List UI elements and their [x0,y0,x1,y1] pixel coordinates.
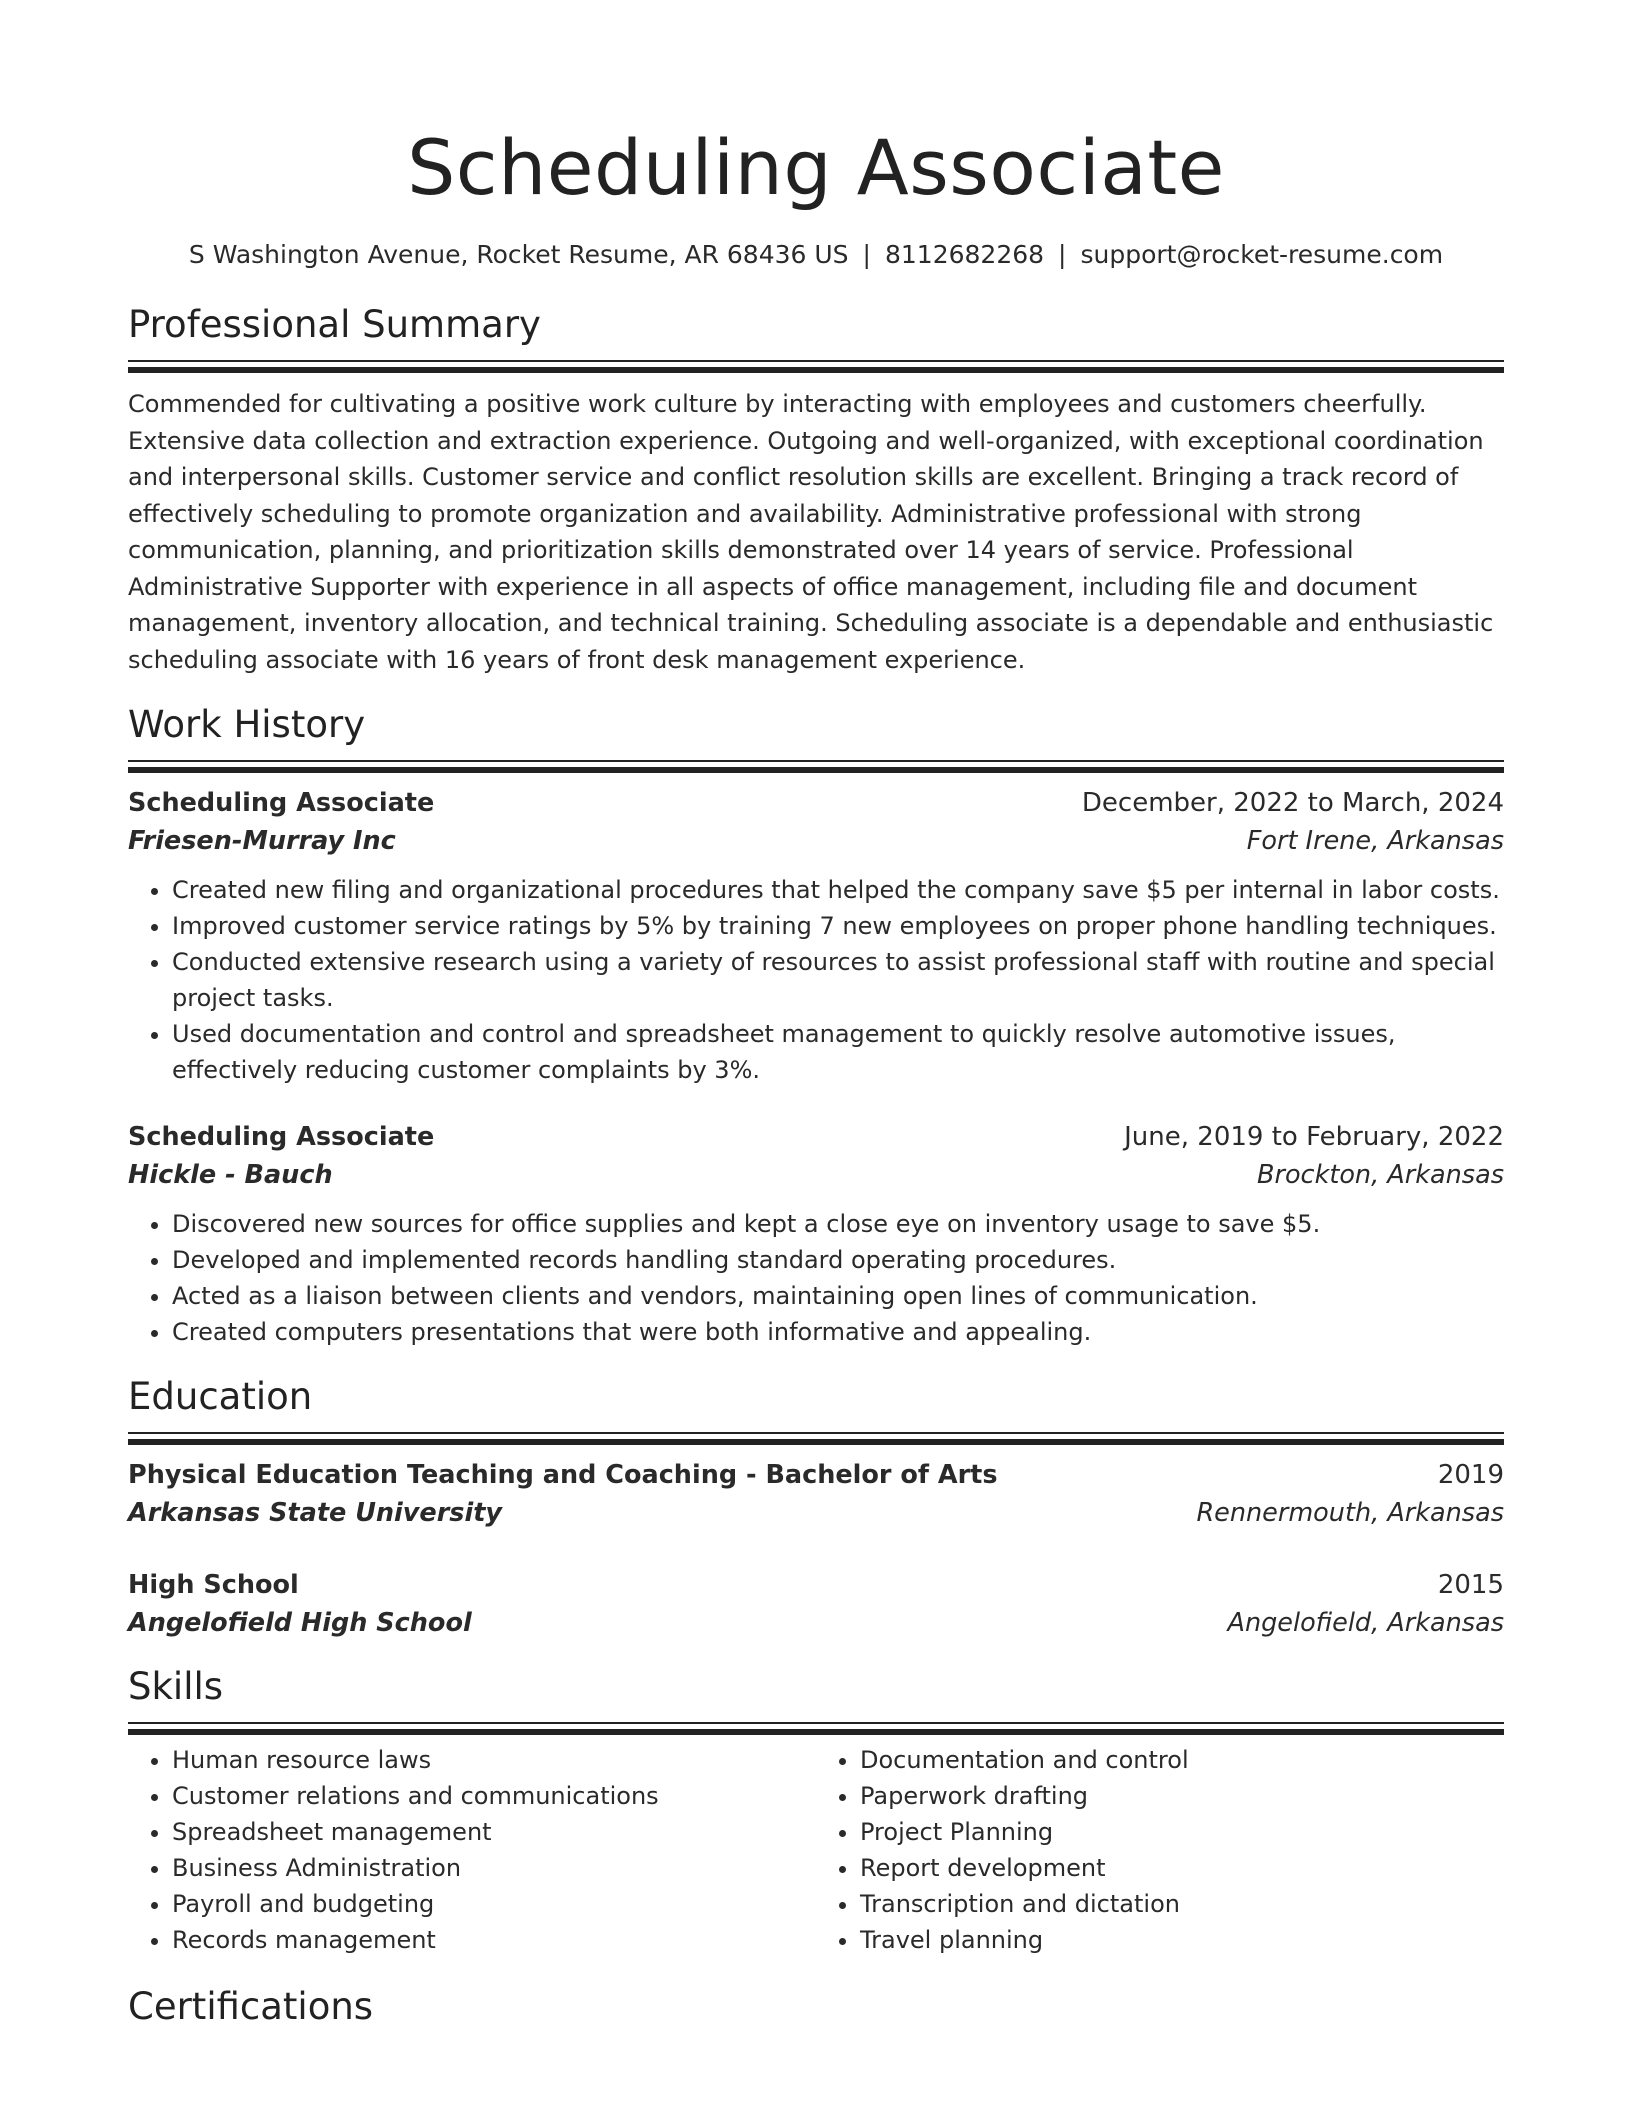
section-title-education: Education [128,1375,313,1418]
work-history-section [128,702,1504,1350]
contact-phone: 8112682268 [884,240,1045,269]
contact-separator: | [1058,240,1067,269]
education-school: Angelofield High School [128,1608,472,1638]
skills-grid [128,1742,1504,1958]
job-company: Hickle - Bauch [128,1160,333,1190]
summary-text: Commended for cultivating a positive work culture by interacting with employees and customers cheerfully. Extensive data collection and extraction experience. Outgoing and well-organized, with exceptional coordination and interpersonal skills. Customer service and conflict resolution skills are excellent. Bringing a track record of effectively scheduling to promote organization and availability. Administrative professional with strong communication, planning, and prioritization skills demonstrated over 14 years of service. Professional Administrative Supporter with experience in all aspects of office management, including file and document management, inventory allocation, and technical training. Scheduling associate is a dependable and enthusiastic scheduling associate with 16 years of front desk management experience. [128,390,1494,674]
job-bullet: • Created new filing and organizational procedures that helped the company save $5 per internal in labor costs. [172,872,1504,908]
job-location: Fort Irene, Arkansas [1246,826,1504,856]
section-title-certifications: Certifications [128,1985,374,2028]
section-title-work-history: Work History [128,703,366,746]
job-bullet: • Developed and implemented records handling standard operating procedures. [172,1242,1504,1278]
job-bullet: • Conducted extensive research using a variety of resources to assist professional staff with routine and special project tasks. [172,944,1504,1016]
job-bullets [128,1206,1504,1350]
job-title: Scheduling Associate [128,788,435,818]
skill-item: • Business Administration [172,1850,816,1886]
skill-item: • Report development [860,1850,1504,1886]
job-dates: December, 2022 to March, 2024 [1081,788,1504,818]
education-school: Arkansas State University [128,1498,503,1528]
skill-item: • Customer relations and communications [172,1778,816,1814]
skill-item: • Payroll and budgeting [172,1886,816,1922]
section-divider [128,760,1504,766]
job-bullets [128,872,1504,1088]
education-degree: Physical Education Teaching and Coaching - Bachelor of Arts [128,1460,998,1490]
job-entry [128,1118,1504,1350]
job-bullet: • Acted as a liaison between clients and vendors, maintaining open lines of communication. [172,1278,1504,1314]
skill-item: • Paperwork drafting [860,1778,1504,1814]
certifications-section [128,1984,1504,2030]
skill-item: • Documentation and control [860,1742,1504,1778]
education-year: 2019 [1437,1460,1504,1490]
job-dates: June, 2019 to February, 2022 [1124,1122,1504,1152]
skill-item: • Spreadsheet management [172,1814,816,1850]
education-degree: High School [128,1570,299,1600]
section-divider [128,1432,1504,1438]
section-divider [128,360,1504,366]
skill-item: • Travel planning [860,1922,1504,1958]
job-bullet: • Used documentation and control and spreadsheet management to quickly resolve automotive issues, effectively reducing customer complaints by 3%. [172,1016,1504,1088]
skills-section [128,1664,1504,1958]
skills-column-right [816,1742,1504,1958]
contact-address: S Washington Avenue, Rocket Resume, AR 68436 US [188,240,849,269]
education-entry [128,1456,1504,1532]
skill-item: • Project Planning [860,1814,1504,1850]
skill-item: • Records management [172,1922,816,1958]
summary-section [128,302,1504,678]
job-company: Friesen-Murray Inc [128,826,396,856]
skill-item: • Transcription and dictation [860,1886,1504,1922]
resume-page [128,0,1504,2030]
education-location: Angelofield, Arkansas [1227,1608,1504,1638]
job-bullet: • Discovered new sources for office supplies and kept a close eye on inventory usage to save $5. [172,1206,1504,1242]
skill-item: • Human resource laws [172,1742,816,1778]
resume-name: Scheduling Associate [407,123,1225,212]
section-title-summary: Professional Summary [128,303,541,346]
job-location: Brockton, Arkansas [1256,1160,1504,1190]
education-entry [128,1566,1504,1642]
job-entry [128,784,1504,1088]
job-bullet: • Improved customer service ratings by 5% by training 7 new employees on proper phone handling techniques. [172,908,1504,944]
job-bullet: • Created computers presentations that were both informative and appealing. [172,1314,1504,1350]
job-title: Scheduling Associate [128,1122,435,1152]
education-section [128,1374,1504,1642]
education-year: 2015 [1437,1570,1504,1600]
skills-column-left [128,1742,816,1958]
section-divider [128,1722,1504,1728]
contact-email: support@rocket-resume.com [1080,240,1444,269]
contact-separator: | [862,240,871,269]
education-location: Rennermouth, Arkansas [1196,1498,1504,1528]
contact-line [128,238,1504,272]
section-title-skills: Skills [128,1665,224,1708]
